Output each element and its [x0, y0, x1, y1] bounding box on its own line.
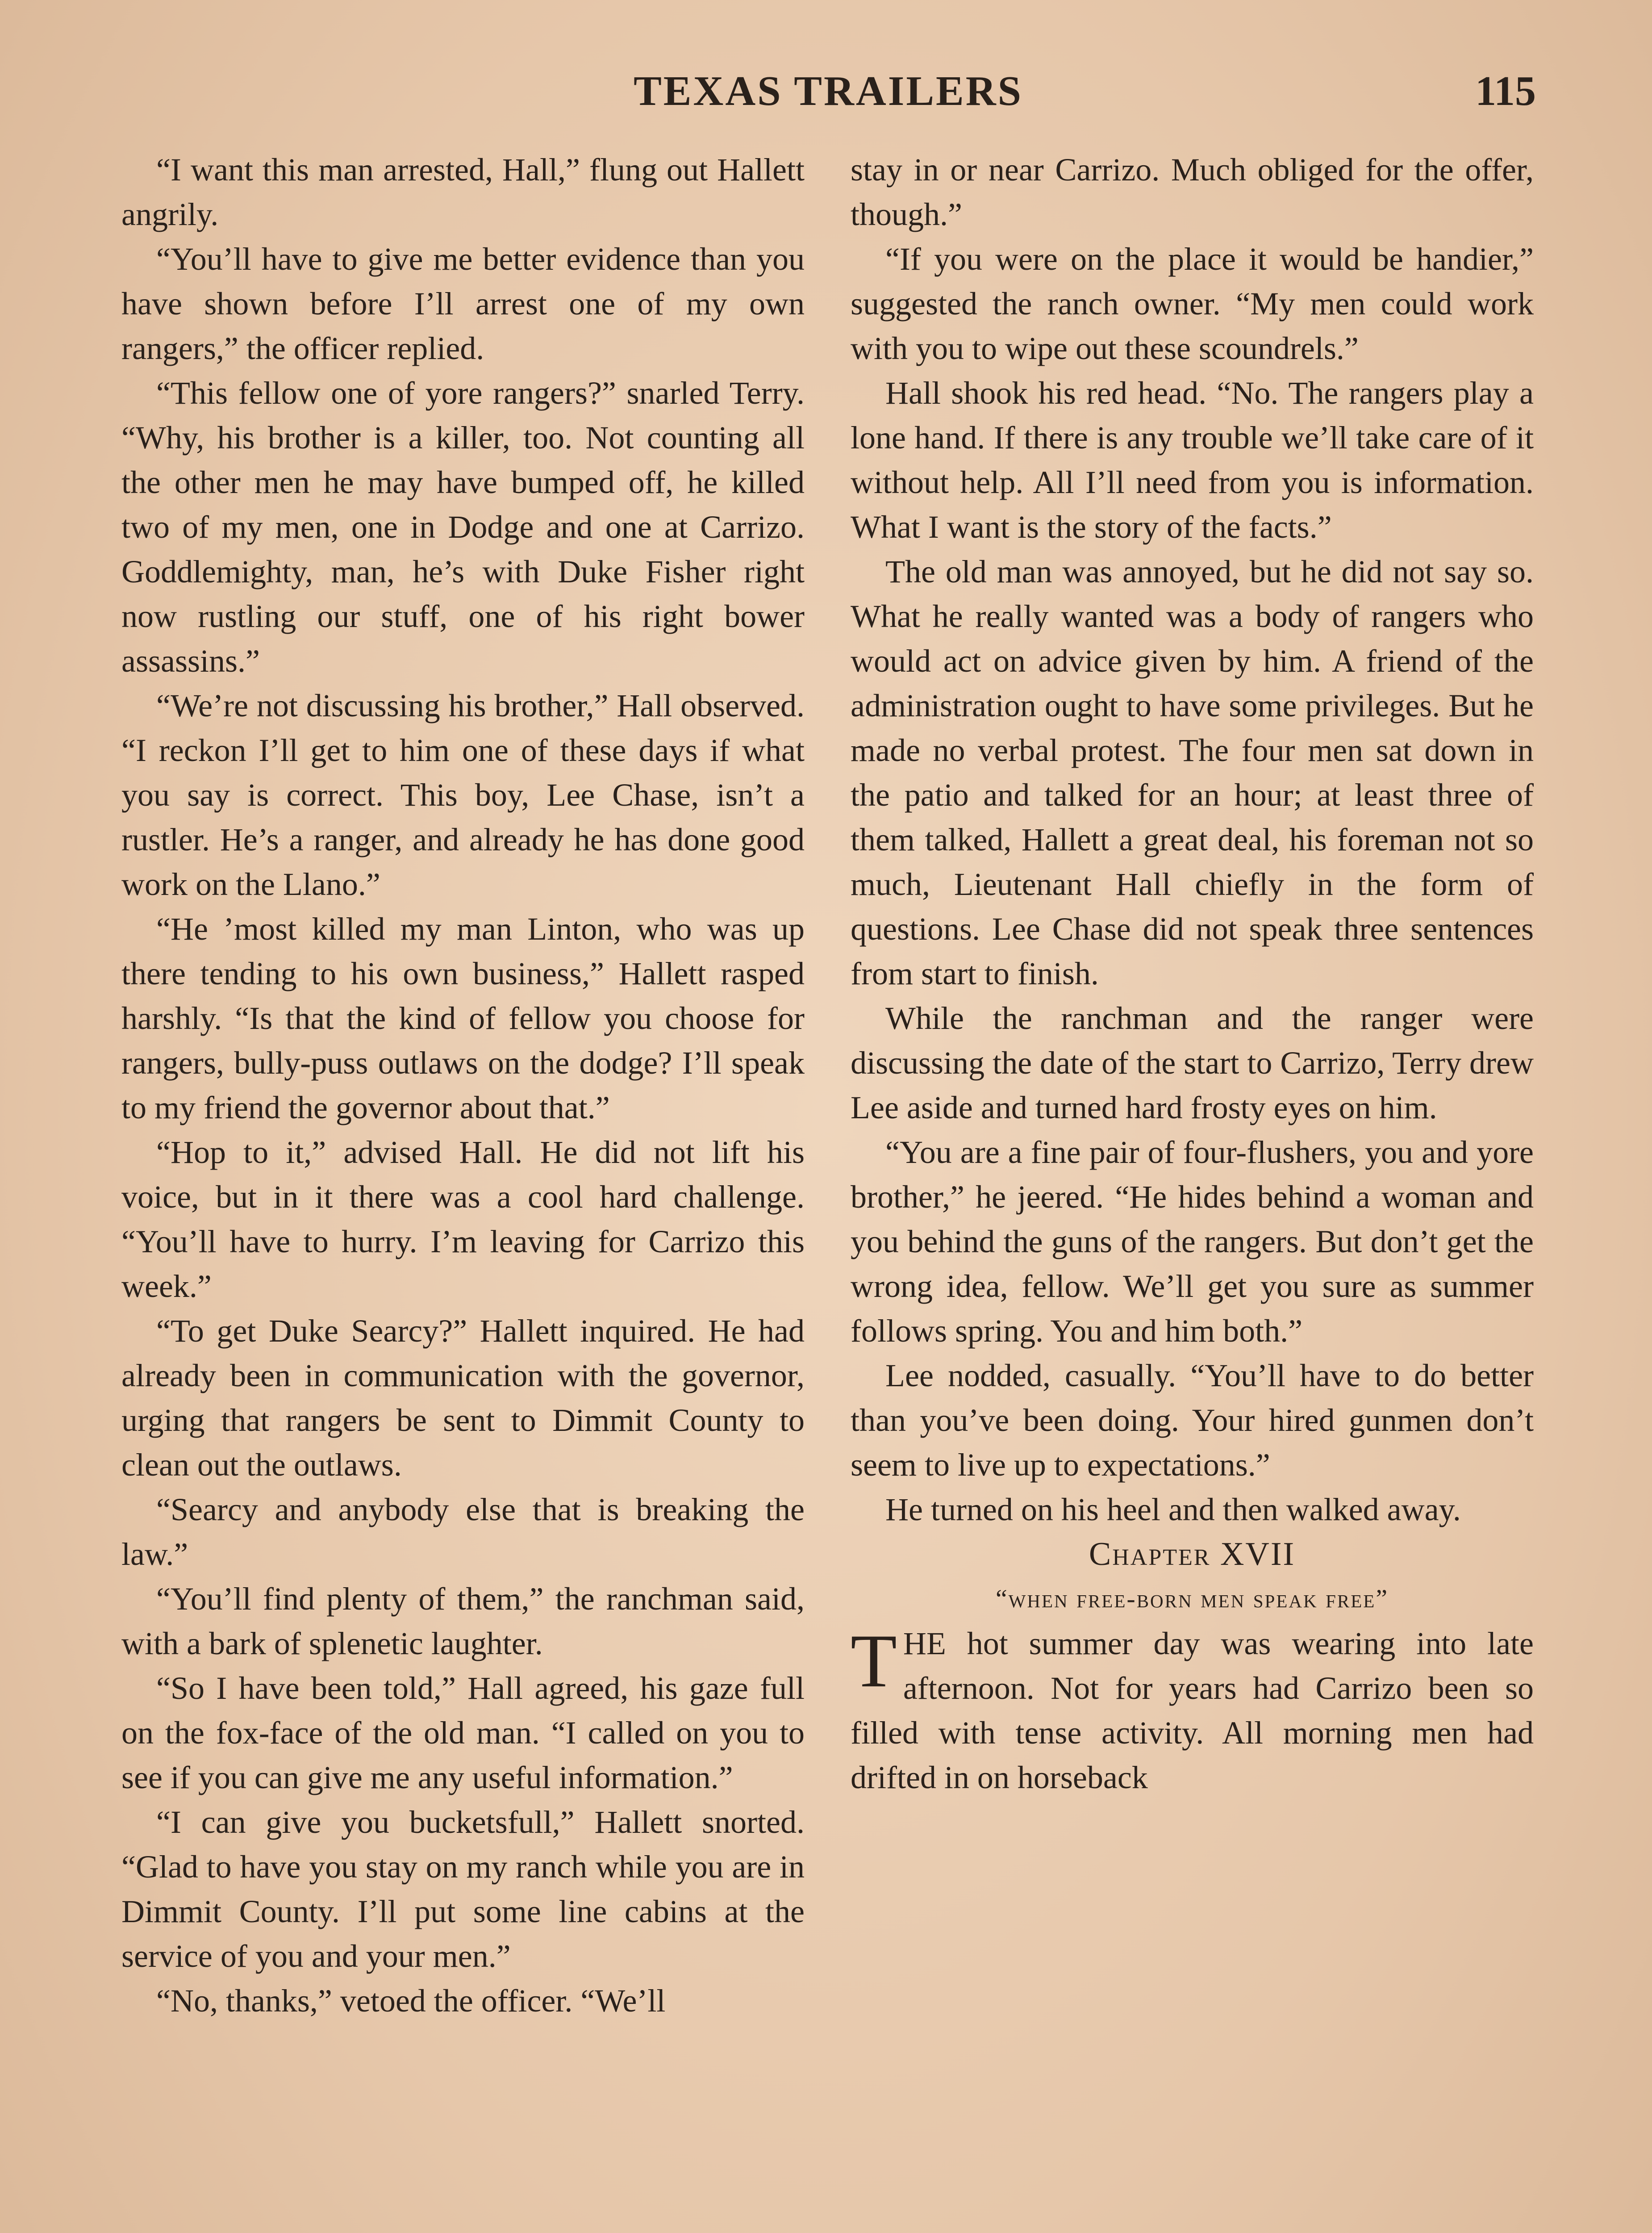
- running-head: TEXAS TRAILERS: [634, 68, 1023, 114]
- page-number: 115: [1475, 68, 1536, 114]
- chapter-opening-paragraph: [851, 1621, 1534, 1800]
- page-header: [121, 67, 1536, 125]
- paragraph: “Searcy and anybody else that is breaking the law.”: [121, 1492, 805, 1572]
- paragraph: “He ’most killed my man Linton, who was up there tending to his own business,” Hallett rasped harshly. “Is that the kind of fellow you choose for rangers, bully-puss outlaws on the dodge? I’ll speak to my friend the governor about that.”: [121, 911, 805, 1125]
- paragraph: “You’ll have to give me better evidence than you have shown before I’ll arrest one of my own rangers,” the officer replied.: [121, 241, 805, 366]
- paragraph: While the ranchman and the ranger were discussing the date of the start to Carrizo, Terry drew Lee aside and turned hard frosty eyes on him.: [851, 1000, 1534, 1125]
- paragraph: “No, thanks,” vetoed the officer. “We’ll: [156, 1983, 666, 2019]
- paragraph: “I can give you bucketsfull,” Hallett snorted. “Glad to have you stay on my ranch while you are in Dimmit County. I’ll put some line cabins at the service of you and your men.”: [121, 1804, 805, 1974]
- right-column: [851, 147, 1534, 2233]
- left-column: [121, 147, 805, 2233]
- paragraph: “Hop to it,” advised Hall. He did not lift his voice, but in it there was a cool hard challenge. “You’ll have to hurry. I’m leaving for Carrizo this week.”: [121, 1134, 805, 1304]
- continued-paragraph: stay in or near Carrizo. Much obliged for the offer, though.”: [851, 152, 1534, 232]
- paragraph: “We’re not discussing his brother,” Hall observed. “I reckon I’ll get to him one of these days if what you say is correct. This boy, Lee Chase, isn’t a rustler. He’s a ranger, and already he has done good work on the Llano.”: [121, 688, 805, 902]
- paragraph: “So I have been told,” Hall agreed, his gaze full on the fox-face of the old man. “I called on you to see if you can give me any useful information.”: [121, 1670, 805, 1795]
- paragraph: “This fellow one of yore rangers?” snarled Terry. “Why, his brother is a killer, too. Not counting all the other men he may have bumped off, he killed two of my men, one in Dodge and one at Carrizo. Goddlemighty, man, he’s with Duke Fisher right now rustling our stuff, one of his right bower assassins.”: [121, 375, 805, 679]
- paragraph: The old man was annoyed, but he did not say so. What he really wanted was a body of rangers who would act on advice given by him. A friend of the administration ought to have some privileges. But he made no verbal protest. The four men sat down in the patio and talked for an hour; at least three of them talked, Hallett a great deal, his foreman not so much, Lieutenant Hall chiefly in the form of questions. Lee Chase did not speak three sentences from start to finish.: [851, 554, 1534, 991]
- paragraph: “I want this man arrested, Hall,” flung out Hallett angrily.: [121, 152, 805, 232]
- paragraph: “You’ll find plenty of them,” the ranchman said, with a bark of splenetic laughter.: [121, 1581, 805, 1661]
- opening-text: HE hot summer day was wearing into late afternoon. Not for years had Carrizo been so filled with tense activity. All morning men had drifted in on horseback: [851, 1626, 1534, 1795]
- paragraph: Hall shook his red head. “No. The rangers play a lone hand. If there is any trouble we’ll take care of it without help. All I’ll need from you is information. What I want is the story of the facts.”: [851, 375, 1534, 545]
- paragraph: Lee nodded, casually. “You’ll have to do better than you’ve been doing. Your hired gunmen don’t seem to live up to expectations.”: [851, 1358, 1534, 1483]
- drop-cap: T: [851, 1619, 897, 1703]
- chapter-number: Chapter XVII: [1089, 1536, 1296, 1572]
- paragraph: “You are a fine pair of four-flushers, you and yore brother,” he jeered. “He hides behind a woman and you behind the guns of the rangers. But don’t get the wrong idea, fellow. We’ll get you sure as summer follows spring. You and him both.”: [851, 1134, 1534, 1349]
- chapter-title: “when free-born men speak free”: [995, 1584, 1389, 1613]
- paragraph: “To get Duke Searcy?” Hallett inquired. He had already been in communication with the governor, urging that rangers be sent to Dimmit County to clean out the outlaws.: [121, 1313, 805, 1483]
- paragraph: He turned on his heel and then walked away.: [885, 1492, 1461, 1527]
- paragraph: “If you were on the place it would be handier,” suggested the ranch owner. “My men could work with you to wipe out these scoundrels.”: [851, 241, 1534, 366]
